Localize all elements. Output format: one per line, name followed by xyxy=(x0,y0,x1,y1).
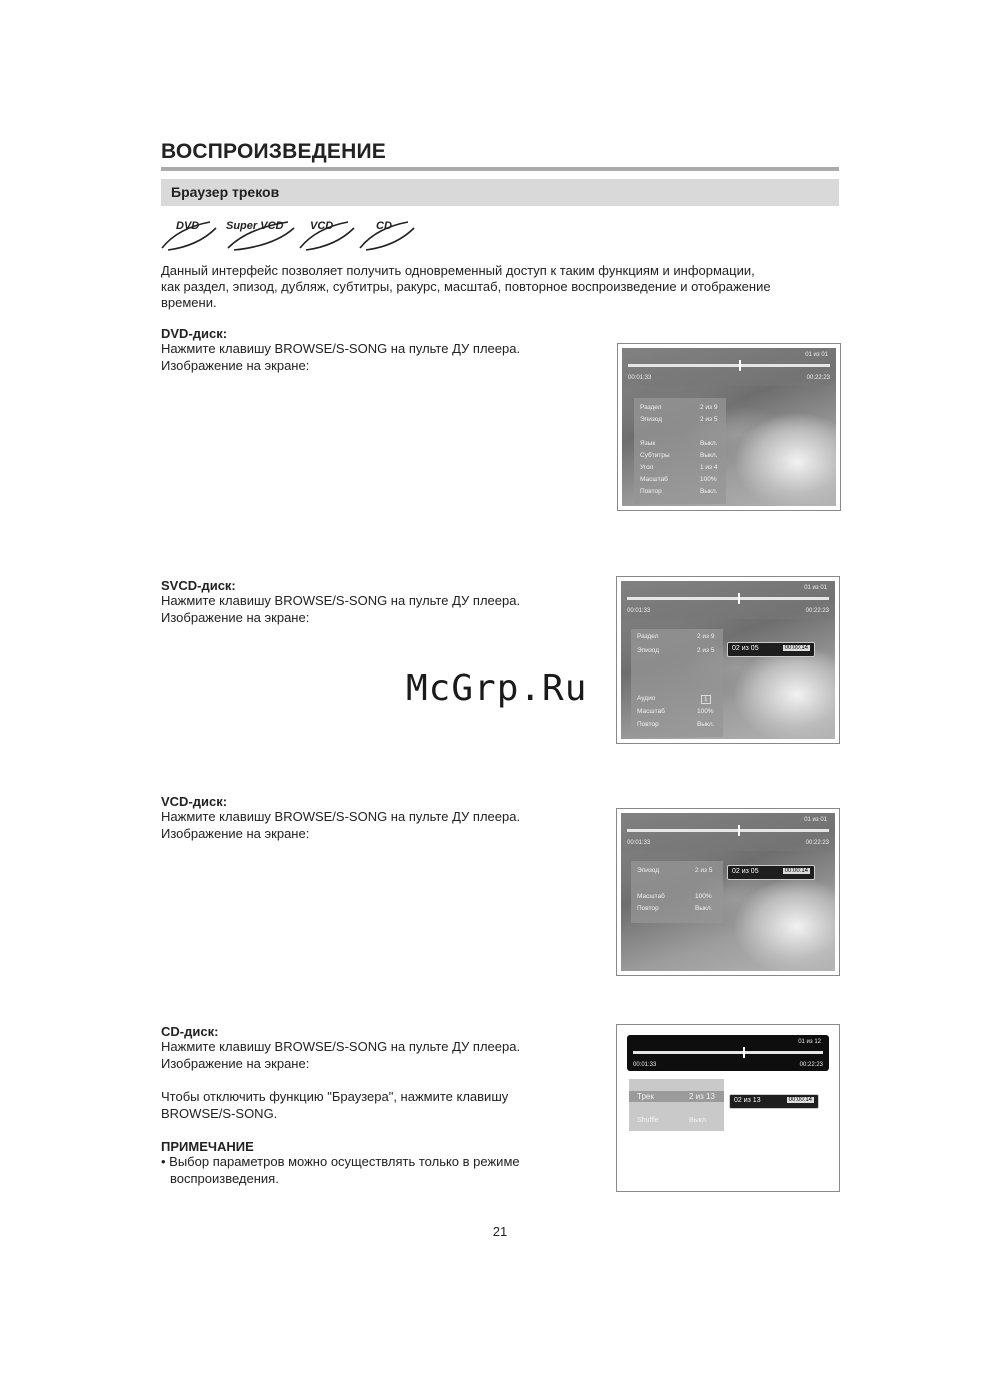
watermark: McGrp.Ru xyxy=(406,668,588,709)
track-indicator: 02 из 05 xyxy=(732,645,759,652)
format-label: DVD xyxy=(176,220,200,232)
progress-knob xyxy=(738,825,740,836)
menu-value: Выкл. xyxy=(700,488,718,495)
instruction-line: Нажмите клавишу BROWSE/S-SONG на пульте ДУ плеера. xyxy=(161,809,521,824)
dvd-heading: DVD-диск: xyxy=(161,326,228,341)
menu-label: Эпизод xyxy=(637,647,659,654)
dvd-logo xyxy=(158,218,228,252)
total-time: 00:22:23 xyxy=(805,608,829,614)
menu-value: 1 из 4 xyxy=(700,464,718,471)
progress-bar-area xyxy=(627,1035,829,1071)
track-count: 01 из 12 xyxy=(798,1039,821,1045)
progress-bar-area xyxy=(621,813,835,851)
menu-value: 2 из 9 xyxy=(697,633,715,640)
browser-menu xyxy=(631,861,723,923)
page-title: ВОСПРОИЗВЕДЕНИЕ xyxy=(161,140,386,163)
menu-label: Масштаб xyxy=(637,893,665,900)
menu-value: Выкл. xyxy=(689,1117,708,1124)
instruction-line: Нажмите клавишу BROWSE/S-SONG на пульте ДУ плеера. xyxy=(161,593,521,608)
svcd-heading: SVCD-диск: xyxy=(161,578,236,593)
instruction-line: Чтобы отключить функцию "Браузера", нажмите клавишу xyxy=(161,1089,509,1104)
note-line: • Выбор параметров можно осуществлять только в режиме xyxy=(161,1154,520,1169)
intro-line: как раздел, эпизод, дубляж, субтитры, ракурс, масштаб, повторное воспроизведение и отображение xyxy=(161,279,771,294)
title-rule xyxy=(161,167,839,171)
menu-value: 2 из 5 xyxy=(697,647,715,654)
menu-label: Угол xyxy=(640,464,654,471)
progress-track xyxy=(633,1051,823,1054)
menu-label: Повтор xyxy=(640,488,662,495)
menu-value: 100% xyxy=(695,893,712,900)
menu-label: Субтитры xyxy=(640,452,670,459)
track-time: 00:00:14 xyxy=(784,868,808,874)
menu-label: Эпизод xyxy=(637,867,659,874)
progress-knob xyxy=(738,593,740,604)
intro-line: времени. xyxy=(161,295,217,310)
menu-value: Выкл. xyxy=(695,905,713,912)
menu-value: 2 из 13 xyxy=(689,1092,715,1101)
menu-label: Трек xyxy=(637,1092,654,1101)
track-time: 00:00:14 xyxy=(788,1097,812,1103)
progress-bar-area xyxy=(621,581,835,619)
menu-label: Раздел xyxy=(640,404,662,411)
instruction-line: BROWSE/S-SONG. xyxy=(161,1105,278,1121)
instruction-line: Изображение на экране: xyxy=(161,1055,310,1071)
svcd-screen xyxy=(616,576,840,744)
menu-value: 100% xyxy=(697,708,714,715)
menu-label: Повтор xyxy=(637,721,659,728)
track-time: 00:00:14 xyxy=(784,645,808,651)
chapter-count: 01 из 01 xyxy=(804,817,827,823)
chapter-count: 01 из 01 xyxy=(804,585,827,591)
menu-value: 100% xyxy=(700,476,717,483)
elapsed-time: 00:01:33 xyxy=(633,1062,657,1068)
track-time-pill xyxy=(727,642,815,657)
progress-knob xyxy=(743,1047,745,1058)
menu-value: Выкл. xyxy=(700,440,718,447)
menu-label: Язык xyxy=(640,440,656,447)
elapsed-time: 00:01:33 xyxy=(627,608,651,614)
intro-line: Данный интерфейс позволяет получить одновременный доступ к таким функциям и информации, xyxy=(161,263,755,278)
total-time: 00:22:23 xyxy=(799,1062,823,1068)
menu-label: Масштаб xyxy=(640,476,668,483)
menu-label: Эпизод xyxy=(640,416,662,423)
browser-menu xyxy=(629,1079,724,1131)
menu-label: Масштаб xyxy=(637,708,665,715)
track-indicator: 02 из 13 xyxy=(734,1097,761,1104)
menu-value: Выкл. xyxy=(700,452,718,459)
cd-screen xyxy=(616,1024,840,1192)
total-time: 00:22:23 xyxy=(805,840,829,846)
menu-label: Раздел xyxy=(637,633,659,640)
elapsed-time: 00:01:33 xyxy=(627,840,651,846)
section-header xyxy=(161,179,839,206)
menu-value: 1 xyxy=(701,695,711,704)
menu-value: Выкл. xyxy=(697,721,715,728)
progress-knob xyxy=(739,360,741,371)
cd-section xyxy=(161,1024,520,1187)
intro-paragraph xyxy=(161,263,801,311)
instruction-line: Нажмите клавишу BROWSE/S-SONG на пульте ДУ плеера. xyxy=(161,1039,521,1054)
dvd-section xyxy=(161,326,520,374)
menu-label: Shuffle xyxy=(637,1117,659,1124)
svcd-section xyxy=(161,578,520,626)
menu-value: 2 из 5 xyxy=(700,416,718,423)
format-label: CD xyxy=(376,220,392,232)
note-line: воспроизведения. xyxy=(170,1170,279,1186)
format-label: Super VCD xyxy=(226,220,284,232)
note-heading: ПРИМЕЧАНИЕ xyxy=(161,1139,254,1154)
track-time-pill xyxy=(729,1094,819,1109)
chapter-count: 01 из 01 xyxy=(805,352,828,358)
menu-value: 2 из 9 xyxy=(700,404,718,411)
browser-menu xyxy=(631,629,723,737)
cd-logo xyxy=(356,218,426,252)
vcd-section xyxy=(161,794,520,842)
menu-label: Повтор xyxy=(637,905,659,912)
dvd-screen xyxy=(617,343,841,511)
vcd-heading: VCD-диск: xyxy=(161,794,228,809)
instruction-line: Изображение на экране: xyxy=(161,357,310,373)
instruction-line: Изображение на экране: xyxy=(161,609,310,625)
section-title: Браузер треков xyxy=(171,184,280,200)
vcd-screen xyxy=(616,808,840,976)
format-label: VCD xyxy=(310,220,334,232)
progress-track xyxy=(628,364,830,367)
menu-value: 2 из 5 xyxy=(695,867,713,874)
cd-heading: CD-диск: xyxy=(161,1024,219,1039)
progress-track xyxy=(627,597,829,600)
progress-track xyxy=(627,829,829,832)
page-number: 21 xyxy=(492,1224,508,1239)
menu-label: Аудио xyxy=(637,695,656,702)
track-indicator: 02 из 05 xyxy=(732,868,759,875)
instruction-line: Изображение на экране: xyxy=(161,825,310,841)
progress-bar-area xyxy=(622,348,836,386)
instruction-line: Нажмите клавишу BROWSE/S-SONG на пульте ДУ плеера. xyxy=(161,341,521,356)
track-time-pill xyxy=(727,865,815,880)
total-time: 00:22:23 xyxy=(806,375,830,381)
browser-menu xyxy=(634,398,726,504)
elapsed-time: 00:01:33 xyxy=(628,375,652,381)
